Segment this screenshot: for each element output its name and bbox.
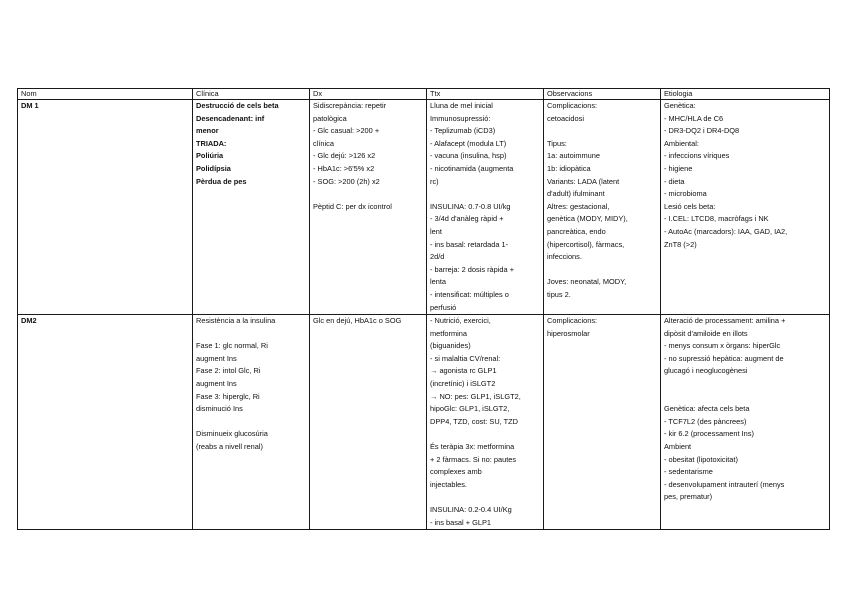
cell-line: Genètica: <box>664 101 696 110</box>
cell-line: hipoGlc: GLP1, iSLGT2, <box>430 404 510 414</box>
cell-line <box>196 416 307 429</box>
cell-dx <box>310 315 427 530</box>
cell-line: → NO: pes: GLP1, iSLGT2, <box>430 391 521 401</box>
cell-line: - I.CEL: LTCD8, macròfags i NK <box>664 214 769 224</box>
cell-line: Genètica: afecta cels beta <box>664 404 750 414</box>
row-name: DM 1 <box>21 101 39 110</box>
cell-line: Glc en dejú, HbA1c o SOG <box>313 316 402 326</box>
cell-line: Ambient <box>664 442 692 452</box>
cell-line: Disminueix glucosúria <box>196 429 268 439</box>
cell-line: lenta <box>430 277 447 287</box>
cell-clinica <box>193 315 310 530</box>
cell-line: Resistència a la insulina <box>196 316 276 326</box>
cell-line <box>196 328 307 341</box>
cell-line: - dieta <box>664 176 685 186</box>
cell-line: - Glc casual: >200 + <box>313 126 380 136</box>
cell-line: - TCF7L2 (des pàncrees) <box>664 416 747 426</box>
cell-line: perfusió <box>430 302 457 312</box>
cell-nom <box>18 100 193 315</box>
cell-etiologia <box>661 315 830 530</box>
cell-line: Fase 3: hiperglc, Ri <box>196 391 260 401</box>
cell-line: clínica <box>313 138 334 148</box>
header-dx: Dx <box>310 89 427 100</box>
cell-line: Variants: LADA (latent <box>547 176 620 186</box>
cell-line: hiperosmolar <box>547 328 590 338</box>
cell-line: (hipercortisol), fàrmacs, <box>547 239 625 249</box>
cell-line <box>664 391 827 404</box>
cell-line: injectables. <box>430 479 467 489</box>
header-etiologia: Etiologia <box>661 89 830 100</box>
cell-line: - kir 6.2 (processament Ins) <box>664 429 754 439</box>
cell-line: augment Ins <box>196 353 237 363</box>
cell-observacions <box>544 100 661 315</box>
cell-line: - 3/4d d'anàleg ràpid + <box>430 214 504 224</box>
cell-line: - microbioma <box>664 189 707 199</box>
cell-line: rc) <box>430 176 439 186</box>
table-row <box>18 315 830 530</box>
cell-line: Desencadenant: inf <box>196 113 265 123</box>
cell-line: - desenvolupament intrauterí (menys <box>664 479 785 489</box>
cell-clinica <box>193 100 310 315</box>
cell-line: Complicacions: <box>547 101 598 110</box>
cell-line: Altres: gestacional, <box>547 201 610 211</box>
cell-line: Sidiscrepància: repetir <box>313 101 387 110</box>
cell-line: patològica <box>313 113 347 123</box>
cell-line: Poliúria <box>196 151 224 161</box>
diabetes-comparison-table <box>17 88 830 530</box>
cell-line: INSULINA: 0.2-0.4 UI/Kg <box>430 505 512 514</box>
cell-line: - nicotinamida (augmenta <box>430 163 514 173</box>
cell-line: Ambiental: <box>664 138 699 148</box>
cell-line: INSULINA: 0.7-0.8 UI/kg <box>430 201 511 211</box>
cell-line <box>430 491 541 504</box>
cell-line: Immunosupressió: <box>430 113 491 123</box>
cell-line: pancreàtica, endo <box>547 226 606 236</box>
cell-line: TRIADA: <box>196 138 227 148</box>
cell-line: Fase 1: glc normal, Ri <box>196 341 268 351</box>
cell-line: disminució Ins <box>196 404 243 414</box>
cell-line: cetoacidosi <box>547 113 584 123</box>
cell-line: Tipus: <box>547 138 567 148</box>
cell-line: - AutoAc (marcadors): IAA, GAD, IA2, <box>664 226 788 236</box>
cell-line: Joves: neonatal, MODY, <box>547 277 627 287</box>
cell-line <box>430 188 541 201</box>
cell-etiologia <box>661 100 830 315</box>
cell-line: Lesió cels beta: <box>664 201 716 211</box>
cell-line: augment Ins <box>196 379 237 389</box>
cell-line <box>664 378 827 391</box>
cell-line <box>547 264 658 277</box>
cell-line: - ins basal: retardada 1- <box>430 239 509 249</box>
cell-line: - DR3-DQ2 i DR4-DQ8 <box>664 126 740 136</box>
cell-line: 1a: autoimmune <box>547 151 600 161</box>
cell-line: dipòsit d'amiloide en illots <box>664 328 748 338</box>
cell-line: - barreja: 2 dosis ràpida + <box>430 264 515 274</box>
cell-line: - vacuna (insulina, hsp) <box>430 151 507 161</box>
cell-line: Polidípsia <box>196 163 231 173</box>
header-nom: Nom <box>18 89 193 100</box>
cell-line: genètica (MODY, MIDY), <box>547 214 628 224</box>
cell-dx <box>310 100 427 315</box>
cell-line: glucagó i neoglucogènesi <box>664 366 748 376</box>
cell-line: - higiene <box>664 163 693 173</box>
cell-line: metformina <box>430 328 467 338</box>
cell-line: (biguanides) <box>430 341 471 351</box>
cell-line: - no supressió hepàtica: augment de <box>664 353 784 363</box>
cell-line: - sedentarisme <box>664 467 713 477</box>
cell-line: Pèptid C: per dx icontrol <box>313 201 392 211</box>
cell-line: Lluna de mel inicial <box>430 101 493 110</box>
cell-nom <box>18 315 193 530</box>
cell-line: → agonista rc GLP1 <box>430 366 497 376</box>
table-row <box>18 100 830 315</box>
cell-line: DPP4, TZD, cost: SU, TZD <box>430 416 519 426</box>
cell-line: - obesitat (lipotoxicitat) <box>664 454 738 464</box>
cell-line: - SOG: >200 (2h) x2 <box>313 176 380 186</box>
cell-line <box>547 125 658 138</box>
cell-line: Destrucció de cels beta <box>196 101 279 110</box>
cell-line: + 2 fàrmacs. Si no: pautes <box>430 454 517 464</box>
row-name: DM2 <box>21 316 37 326</box>
cell-line: - HbA1c: >6'5% x2 <box>313 163 375 173</box>
cell-line: d'adult) ifulminant <box>547 189 605 199</box>
cell-line: - intensificat: múltiples o <box>430 289 509 299</box>
cell-line: Fase 2: intol Glc, Ri <box>196 366 261 376</box>
cell-line: infeccions. <box>547 252 582 262</box>
cell-line: - MHC/HLA de C6 <box>664 113 724 123</box>
cell-line: 1b: idiopàtica <box>547 163 591 173</box>
cell-line <box>430 428 541 441</box>
cell-line: ZnT8 (>2) <box>664 239 697 249</box>
cell-line: Complicacions: <box>547 316 598 326</box>
cell-line: - si malaltia CV/renal: <box>430 353 501 363</box>
cell-line: - menys consum x òrgans: hiperGlc <box>664 341 781 351</box>
cell-line: És teràpia 3x: metformina <box>430 442 515 452</box>
cell-ttx <box>427 315 544 530</box>
cell-line: pes, prematur) <box>664 492 713 502</box>
cell-line <box>313 188 424 201</box>
cell-line: - Teplizumab (iCD3) <box>430 126 496 136</box>
cell-line: Pèrdua de pes <box>196 176 247 186</box>
cell-line: menor <box>196 126 219 136</box>
cell-line: Alteració de processament: amilina + <box>664 316 786 326</box>
cell-line: (incretínic) i iSLGT2 <box>430 379 496 389</box>
cell-observacions <box>544 315 661 530</box>
cell-line: - Glc dejú: >126 x2 <box>313 151 376 161</box>
header-ttx: Ttx <box>427 89 544 100</box>
cell-line: - infeccions víriques <box>664 151 730 161</box>
cell-line: (reabs a nivell renal) <box>196 442 263 452</box>
cell-line: - ins basal + GLP1 <box>430 517 492 527</box>
cell-line: complexes amb <box>430 467 482 477</box>
header-observacions: Observacions <box>544 89 661 100</box>
cell-line: lent <box>430 226 442 236</box>
cell-line: - Nutrició, exercici, <box>430 316 491 326</box>
cell-line: 2d/d <box>430 252 445 262</box>
cell-ttx <box>427 100 544 315</box>
table-header-row <box>18 89 830 100</box>
header-clinica: Clínica <box>193 89 310 100</box>
cell-line: - Alafacept (modula LT) <box>430 138 507 148</box>
cell-line: tipus 2. <box>547 289 571 299</box>
